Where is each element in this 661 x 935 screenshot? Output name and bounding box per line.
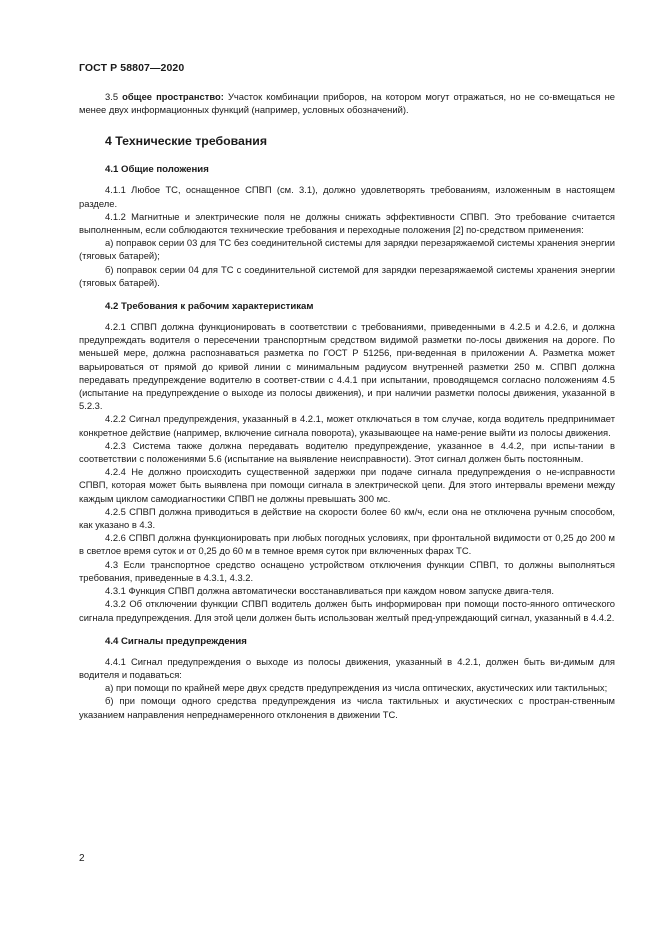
document-body	[79, 90, 615, 721]
clause-4-2-4: 4.2.4 Не должно происходить существенной задержки при подаче сигнала предупреждения о не-исправности СПВП, которая может быть выявлена при помощи сигнала в электрической цепи. Для этого интервалы времени между каждым циклом самодиагностики СПВП не должны превышать 300 мс.	[79, 466, 615, 504]
document-header: ГОСТ Р 58807—2020	[79, 62, 185, 74]
clause-4-2-5: 4.2.5 СПВП должна приводиться в действие на скорости более 60 км/ч, если она не отключена ручным способом, как указано в 4.3.	[79, 505, 615, 531]
clause-4-3: 4.3 Если транспортное средство оснащено устройством отключения функции СПВП, то должны выполняться требования, приведенные в 4.3.1, 4.3.2.	[79, 558, 615, 583]
clause-4-2-3: 4.2.3 Система также должна передавать водителю предупреждение, указанное в 4.4.2, при испы-тании в соответствии с положениями 5.6 (испытание на выявление неисправности). Этот сигнал должен быть постоянным.	[79, 439, 615, 465]
clause-4-1-2-b: б) поправок серии 04 для ТС с соединительной системой для зарядки перезаряжаемой системы хранения энергии (тяговых батарей).	[79, 263, 615, 288]
section-4-2-title: 4.2 Требования к рабочим характеристикам	[105, 301, 314, 313]
clause-4-1-1: 4.1.1 Любое ТС, оснащенное СПВП (см. 3.1), должно удовлетворять требованиям, изложенным в настоящем разделе.	[79, 184, 615, 209]
clause-4-2-2: 4.2.2 Сигнал предупреждения, указанный в 4.2.1, может отключаться в том случае, когда водитель предпринимает конкретное действие (например, включение сигнала поворота), указывающее на наме-рение выйти из полосы движения.	[79, 413, 615, 438]
clause-4-3-1: 4.3.1 Функция СПВП должна автоматически восстанавливаться при каждом новом запуске двига-теля.	[105, 585, 554, 597]
section-4-4-title: 4.4 Сигналы предупреждения	[105, 635, 247, 647]
clause-3-5	[79, 90, 615, 116]
page-number: 2	[79, 853, 85, 864]
clause-4-2-1: 4.2.1 СПВП должна функционировать в соответствии с требованиями, приведенными в 4.2.5 и 4.2.6, и должна предупреждать водителя о пересечении транспортным средством видимой разметки по-лосы движения на дороге. По меньшей мере, должна распознаваться разметка по ГОСТ Р 51256, при-веденная в приложении А. Разметка может варьироваться от прямой до кривой линии с минимальным радиусом внутренней разметки 250 м. СПВП должна передавать предупреждение водителю в соответ-ствии с 4.4.1 при испытании, проводящемся согласно положениям 4.5 (испытание на предупреждение о выходе из полосы движения), и при наличии разметки полосы движения, указанной в 5.2.3.	[79, 321, 615, 412]
clause-4-4-1-b: б) при помощи одного средства предупреждения из числа тактильных и акустических с простран-ственным указанием направления непреднамеренного отклонения в движении ТС.	[79, 695, 615, 720]
clause-3-5-text: Участок комбинации приборов, на котором могут отражаться, но не со-вмещаться не менее двух информационных функций (например, условных обозначений).	[79, 91, 616, 116]
section-4-1-title: 4.1 Общие положения	[105, 164, 209, 176]
clause-4-3-2: 4.3.2 Об отключении функции СПВП водитель должен быть информирован при помощи посто-янного оптического сигнала предупреждения. Для этой цели должен быть использован желтый пред-упреждающий сигнал, указанный в 4.4.2.	[79, 598, 615, 623]
section-4-title: 4 Технические требования	[105, 134, 267, 149]
clause-4-1-2-a: а) поправок серии 03 для ТС без соединительной системы для зарядки перезаряжаемой системы хранения энергии (тяговых батарей);	[79, 237, 615, 262]
clause-4-4-1: 4.4.1 Сигнал предупреждения о выходе из полосы движения, указанный в 4.2.1, должен быть ви-димым для водителя и подаваться:	[79, 655, 615, 680]
clause-3-5-term: общее пространство:	[122, 91, 224, 102]
clause-3-5-number: 3.5	[105, 91, 123, 102]
clause-4-2-6: 4.2.6 СПВП должна функционировать при любых погодных условиях, при фронтальной видимости от 0,25 до 200 м в светлое время суток и от 0,25 до 60 м в темное время суток при включенных фарах ТС.	[79, 532, 615, 557]
clause-4-4-1-a: а) при помощи по крайней мере двух средств предупреждения из числа оптических, акустических или тактильных;	[105, 682, 608, 694]
clause-4-1-2: 4.1.2 Магнитные и электрические поля не должны снижать эффективности СПВП. Это требование считается выполненным, если соблюдаются технические требования и переходные положения [2] по-средством применения:	[79, 210, 615, 236]
